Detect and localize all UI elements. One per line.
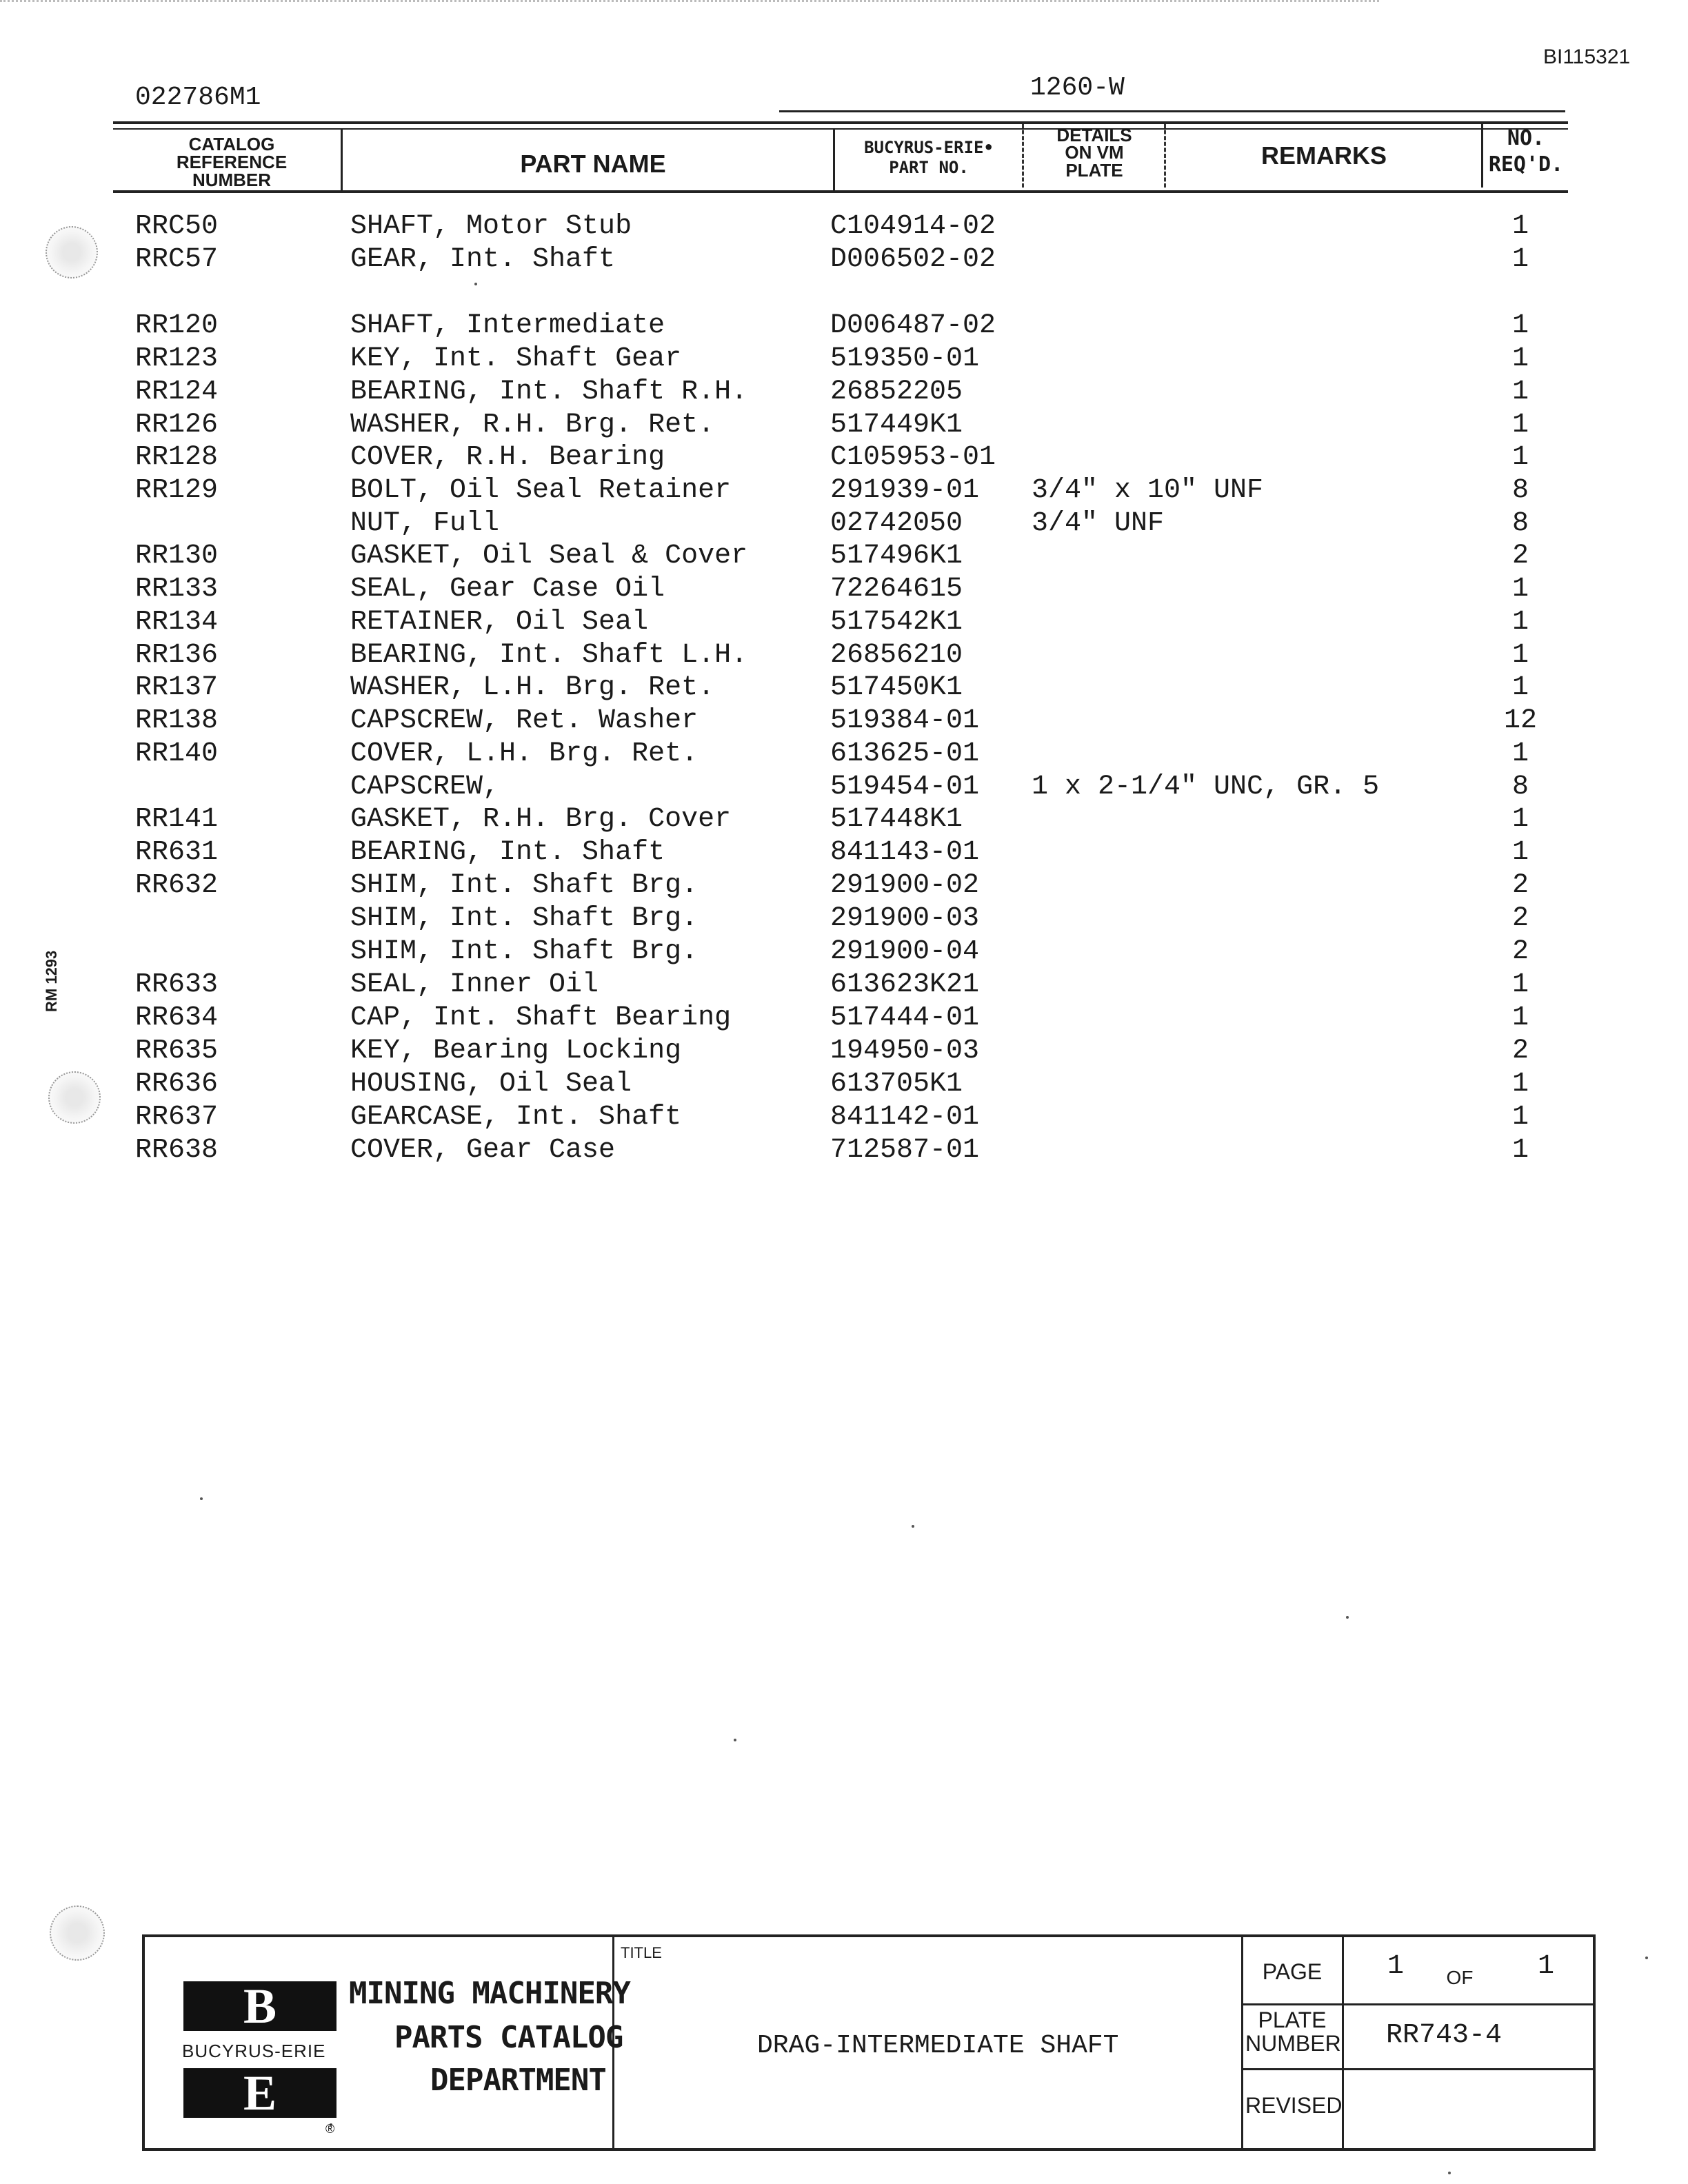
col-divider-part xyxy=(1022,124,1024,188)
title-block xyxy=(142,1934,1596,2151)
part-number-cell: 519454-01 xyxy=(830,771,980,802)
side-stamp-text: RM 1293 xyxy=(43,950,60,1012)
part-number-cell: 291900-02 xyxy=(830,870,980,901)
part-name-cell: RETAINER, Oil Seal xyxy=(350,607,649,638)
column-header-qty-line2: REQ'D. xyxy=(1488,152,1564,176)
part-name-cell: WASHER, L.H. Brg. Ret. xyxy=(350,672,715,703)
table-row xyxy=(0,376,1688,410)
part-number-cell: 02742050 xyxy=(830,508,963,539)
scan-speck xyxy=(1448,2172,1451,2174)
header-rule-2 xyxy=(113,128,1568,130)
catalog-reference-cell: RR638 xyxy=(135,1135,219,1166)
part-name-cell: CAPSCREW, xyxy=(350,771,500,802)
part-number-cell: 613625-01 xyxy=(830,738,980,769)
table-row xyxy=(0,771,1688,805)
part-number-cell: 72264615 xyxy=(830,574,963,605)
part-number-cell: 26856210 xyxy=(830,640,963,671)
catalog-reference-cell: RR130 xyxy=(135,540,219,572)
part-name-cell: NUT, Full xyxy=(350,508,500,539)
catalog-reference-cell: RR123 xyxy=(135,343,219,374)
column-header-part-name: PART NAME xyxy=(520,150,666,178)
catalog-reference-cell: RR634 xyxy=(135,1002,219,1033)
part-number-cell: 519384-01 xyxy=(830,705,980,736)
catalog-reference-cell: RR637 xyxy=(135,1102,219,1133)
column-header-part-no-line1: BUCYRUS-ERIE• xyxy=(864,138,994,157)
table-row xyxy=(0,244,1688,277)
department-line-3: DEPARTMENT xyxy=(430,2063,606,2098)
part-number-cell: 291900-03 xyxy=(830,903,980,934)
part-name-cell: KEY, Int. Shaft Gear xyxy=(350,343,682,374)
scan-speck xyxy=(1346,1616,1349,1619)
col-divider-ref xyxy=(341,128,343,192)
title-block-divider xyxy=(1241,1937,1243,2148)
scan-edge-artifact xyxy=(0,0,1379,6)
part-number-cell: 519350-01 xyxy=(830,343,980,374)
catalog-reference-cell: RRC57 xyxy=(135,244,219,275)
quantity-cell: 1 xyxy=(1511,211,1529,242)
quantity-cell: 1 xyxy=(1511,1135,1529,1166)
table-row xyxy=(0,410,1688,443)
part-number-cell: 291900-04 xyxy=(830,936,980,967)
quantity-cell: 1 xyxy=(1511,343,1529,374)
plate-number-label-line1: PLATE xyxy=(1258,2008,1327,2032)
quantity-cell: 1 xyxy=(1511,244,1529,275)
catalog-reference-cell: RR631 xyxy=(135,837,219,868)
quantity-cell: 8 xyxy=(1511,508,1529,539)
plate-number-label-line2: NUMBER xyxy=(1245,2030,1341,2056)
drawing-title: DRAG-INTERMEDIATE SHAFT xyxy=(757,2031,1119,2061)
quantity-cell: 1 xyxy=(1511,574,1529,605)
scan-speck xyxy=(1645,1957,1648,1959)
quantity-cell: 1 xyxy=(1511,738,1529,769)
part-name-cell: SHIM, Int. Shaft Brg. xyxy=(350,870,699,901)
part-name-cell: WASHER, R.H. Brg. Ret. xyxy=(350,410,715,441)
part-name-cell: SHIM, Int. Shaft Brg. xyxy=(350,936,699,967)
table-row xyxy=(0,870,1688,903)
part-name-cell: BOLT, Oil Seal Retainer xyxy=(350,475,732,506)
part-number-cell: 517496K1 xyxy=(830,540,963,572)
logo-letter-bottom: E xyxy=(243,2065,277,2121)
quantity-cell: 2 xyxy=(1511,903,1529,934)
catalog-reference-cell: RR138 xyxy=(135,705,219,736)
title-block-divider xyxy=(1241,2068,1593,2070)
table-row xyxy=(0,475,1688,508)
part-name-cell: GEAR, Int. Shaft xyxy=(350,244,616,275)
quantity-cell: 1 xyxy=(1511,410,1529,441)
department-line-1: MINING MACHINERY xyxy=(349,1976,630,2011)
title-block-divider xyxy=(1342,1937,1344,2148)
part-number-cell: 517444-01 xyxy=(830,1002,980,1033)
catalog-reference-cell: RR137 xyxy=(135,672,219,703)
part-number-cell: D006487-02 xyxy=(830,310,996,341)
quantity-cell: 1 xyxy=(1511,442,1529,473)
column-header-details-line1: DETAILS xyxy=(1056,125,1132,145)
page-label: PAGE xyxy=(1262,1959,1323,1984)
part-name-cell: SHIM, Int. Shaft Brg. xyxy=(350,903,699,934)
quantity-cell: 1 xyxy=(1511,607,1529,638)
part-name-cell: SHAFT, Intermediate xyxy=(350,310,665,341)
part-number-cell: 712587-01 xyxy=(830,1135,980,1166)
table-row xyxy=(0,211,1688,244)
table-row xyxy=(0,508,1688,541)
header-top-rule xyxy=(779,110,1565,112)
quantity-cell: 1 xyxy=(1511,672,1529,703)
table-row xyxy=(0,1069,1688,1102)
part-name-cell: GEARCASE, Int. Shaft xyxy=(350,1102,682,1133)
part-name-cell: BEARING, Int. Shaft xyxy=(350,837,665,868)
part-name-cell: GASKET, R.H. Brg. Cover xyxy=(350,804,732,835)
part-number-cell: 613705K1 xyxy=(830,1069,963,1100)
table-row xyxy=(0,705,1688,738)
part-name-cell: COVER, L.H. Brg. Ret. xyxy=(350,738,699,769)
title-block-divider xyxy=(1241,2003,1593,2005)
catalog-reference-cell: RR636 xyxy=(135,1069,219,1100)
catalog-reference-cell: RRC50 xyxy=(135,211,219,242)
part-number-cell: D006502-02 xyxy=(830,244,996,275)
table-row xyxy=(0,310,1688,343)
plate-number-label xyxy=(1245,2009,1339,2055)
part-name-cell: BEARING, Int. Shaft R.H. xyxy=(350,376,748,407)
part-number-cell: 291939-01 xyxy=(830,475,980,506)
table-row xyxy=(0,1135,1688,1168)
table-row xyxy=(0,969,1688,1002)
part-number-cell: C104914-02 xyxy=(830,211,996,242)
table-row xyxy=(0,574,1688,607)
catalog-reference-cell: RR133 xyxy=(135,574,219,605)
catalog-reference-cell: RR140 xyxy=(135,738,219,769)
quantity-cell: 1 xyxy=(1511,1002,1529,1033)
remarks-cell: 3/4" x 10" UNF xyxy=(1032,475,1264,506)
table-row xyxy=(0,738,1688,771)
quantity-cell: 12 xyxy=(1503,705,1537,736)
catalog-reference-cell: RR128 xyxy=(135,442,219,473)
plate-number: RR743-4 xyxy=(1386,2020,1503,2051)
table-row xyxy=(0,837,1688,870)
quantity-cell: 1 xyxy=(1511,376,1529,407)
col-divider-details xyxy=(1164,124,1166,188)
column-header-ref-line3: NUMBER xyxy=(192,170,272,190)
part-number-cell: 841143-01 xyxy=(830,837,980,868)
column-header-ref-line1: CATALOG xyxy=(188,134,275,154)
scan-speck xyxy=(912,1525,914,1528)
catalog-reference-cell: RR141 xyxy=(135,804,219,835)
logo-letter-top: B xyxy=(243,1979,277,2034)
table-row xyxy=(0,540,1688,574)
quantity-cell: 8 xyxy=(1511,771,1529,802)
part-number-cell: 517448K1 xyxy=(830,804,963,835)
catalog-number: 022786M1 xyxy=(135,83,261,112)
catalog-reference-cell: RR129 xyxy=(135,475,219,506)
table-row xyxy=(0,442,1688,475)
logo-block-top xyxy=(183,1979,336,2034)
page-number: 1 xyxy=(1387,1951,1405,1982)
quantity-cell: 1 xyxy=(1511,310,1529,341)
logo-block-bottom xyxy=(183,2065,336,2121)
part-number-cell: 517542K1 xyxy=(830,607,963,638)
column-header-details-line3: PLATE xyxy=(1065,159,1123,181)
catalog-reference-cell: RR120 xyxy=(135,310,219,341)
table-row xyxy=(0,343,1688,376)
punch-hole-stamp xyxy=(48,1071,101,1124)
quantity-cell: 2 xyxy=(1511,540,1529,572)
part-name-cell: CAP, Int. Shaft Bearing xyxy=(350,1002,732,1033)
part-name-cell: GASKET, Oil Seal & Cover xyxy=(350,540,748,572)
part-number-cell: 517449K1 xyxy=(830,410,963,441)
table-row xyxy=(0,903,1688,936)
catalog-reference-cell: RR124 xyxy=(135,376,219,407)
revised-label: REVISED xyxy=(1245,2093,1343,2118)
table-row xyxy=(0,1102,1688,1135)
remarks-cell: 1 x 2-1/4" UNC, GR. 5 xyxy=(1032,771,1380,802)
part-name-cell: SEAL, Gear Case Oil xyxy=(350,574,665,605)
table-row xyxy=(0,640,1688,673)
registered-mark: ® xyxy=(325,2122,335,2136)
part-name-cell: BEARING, Int. Shaft L.H. xyxy=(350,640,748,671)
table-row xyxy=(0,607,1688,640)
column-header-details-line2: ON VM xyxy=(1065,142,1124,163)
column-header-part-no-line2: PART NO. xyxy=(889,157,969,177)
part-name-cell: SEAL, Inner Oil xyxy=(350,969,599,1000)
scan-speck xyxy=(200,1497,203,1500)
catalog-reference-cell: RR635 xyxy=(135,1035,219,1066)
of-label: OF xyxy=(1446,1967,1474,1988)
quantity-cell: 1 xyxy=(1511,1102,1529,1133)
catalog-reference-cell: RR126 xyxy=(135,410,219,441)
part-number-cell: 194950-03 xyxy=(830,1035,980,1066)
part-name-cell: KEY, Bearing Locking xyxy=(350,1035,682,1066)
quantity-cell: 1 xyxy=(1511,1069,1529,1100)
catalog-reference-cell: RR632 xyxy=(135,870,219,901)
quantity-cell: 1 xyxy=(1511,837,1529,868)
part-name-cell: COVER, R.H. Bearing xyxy=(350,442,665,473)
column-header-qty-line1: NO. xyxy=(1507,126,1545,150)
part-name-cell: HOUSING, Oil Seal xyxy=(350,1069,632,1100)
part-number-cell: C105953-01 xyxy=(830,442,996,473)
table-row xyxy=(0,936,1688,969)
part-number-cell: 613623K21 xyxy=(830,969,980,1000)
header-bottom-rule xyxy=(113,190,1568,193)
quantity-cell: 1 xyxy=(1511,969,1529,1000)
quantity-cell: 2 xyxy=(1511,936,1529,967)
quantity-cell: 1 xyxy=(1511,804,1529,835)
quantity-cell: 2 xyxy=(1511,1035,1529,1066)
document-id: BI115321 xyxy=(1543,46,1631,68)
catalog-reference-cell: RR134 xyxy=(135,607,219,638)
title-label: TITLE xyxy=(621,1944,662,1961)
remarks-cell: 3/4" UNF xyxy=(1032,508,1165,539)
part-number-cell: 26852205 xyxy=(830,376,963,407)
part-name-cell: SHAFT, Motor Stub xyxy=(350,211,632,242)
column-header-ref xyxy=(128,135,335,189)
quantity-cell: 1 xyxy=(1511,640,1529,671)
quantity-cell: 8 xyxy=(1511,475,1529,506)
punch-hole-stamp xyxy=(46,226,98,279)
table-row xyxy=(0,804,1688,837)
header-rule xyxy=(113,121,1568,124)
punch-hole-stamp xyxy=(50,1905,105,1961)
part-name-cell: COVER, Gear Case xyxy=(350,1135,616,1166)
model-number: 1260-W xyxy=(1030,73,1125,103)
column-header-qty xyxy=(1483,125,1569,177)
table-row xyxy=(0,672,1688,705)
table-row xyxy=(0,1035,1688,1069)
part-name-cell: CAPSCREW, Ret. Washer xyxy=(350,705,699,736)
column-header-details xyxy=(1026,127,1163,179)
col-divider-name xyxy=(833,128,835,192)
column-header-remarks: REMARKS xyxy=(1260,141,1387,170)
table-row xyxy=(0,1002,1688,1035)
brand-name: BUCYRUS-ERIE xyxy=(182,2041,326,2061)
column-header-part-no xyxy=(836,138,1022,178)
part-number-cell: 517450K1 xyxy=(830,672,963,703)
quantity-cell: 2 xyxy=(1511,870,1529,901)
page-total: 1 xyxy=(1538,1951,1555,1982)
catalog-reference-cell: RR633 xyxy=(135,969,219,1000)
scan-speck xyxy=(734,1739,736,1741)
department-line-2: PARTS CATALOG xyxy=(394,2020,623,2055)
catalog-reference-cell: RR136 xyxy=(135,640,219,671)
part-number-cell: 841142-01 xyxy=(830,1102,980,1133)
scan-speck xyxy=(474,283,477,285)
column-header-ref-line2: REFERENCE xyxy=(176,152,288,172)
